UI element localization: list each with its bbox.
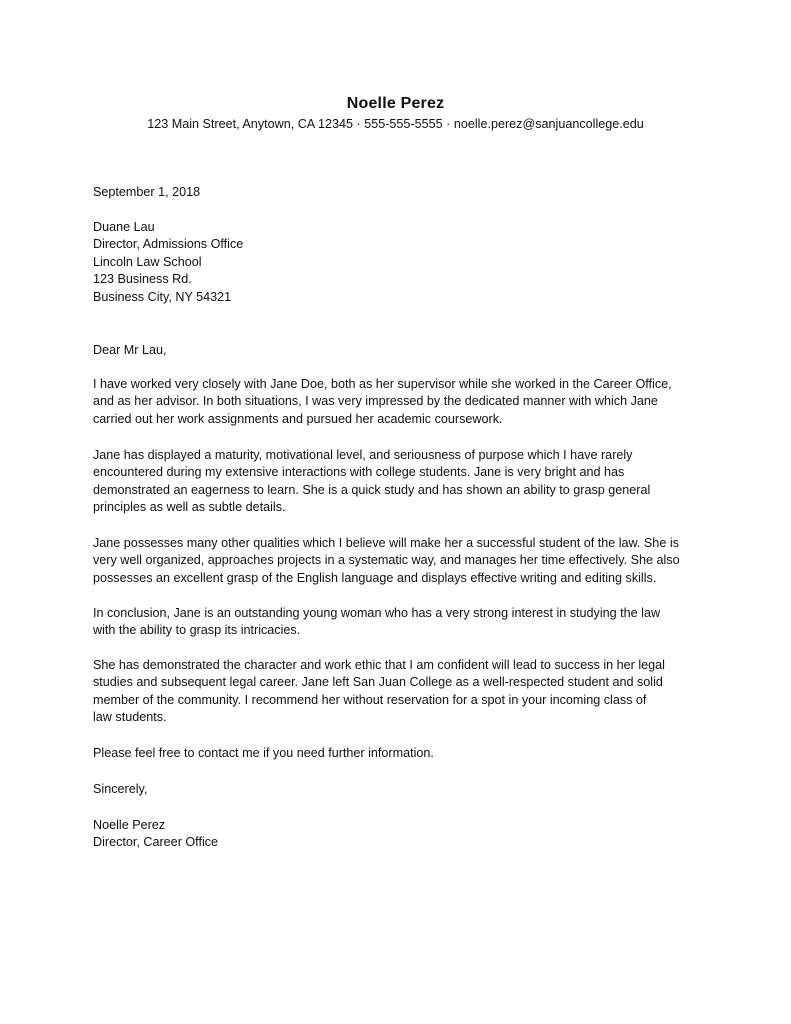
- paragraph-line: Jane possesses many other qualities which I believe will make her a successful student of the law. She is: [93, 536, 679, 550]
- recipient-organization: Lincoln Law School: [93, 254, 202, 269]
- sender-contact-line: 123 Main Street, Anytown, CA 12345 · 555-555-5555 · noelle.perez@sanjuancollege.edu: [147, 117, 644, 131]
- paragraph-2: [93, 447, 693, 517]
- paragraph-4: [93, 605, 693, 640]
- paragraph-line: In conclusion, Jane is an outstanding young woman who has a very strong interest in studying the law: [93, 606, 661, 620]
- signature-name: Noelle Perez: [93, 818, 166, 832]
- paragraph-5: [93, 657, 693, 727]
- paragraph-line: I have worked very closely with Jane Doe, both as her supervisor while she worked in the Career Office,: [93, 377, 672, 391]
- paragraph-line: very well organized, approaches projects in a systematic way, and manages her time effectively. She also: [93, 553, 680, 568]
- paragraph-line: studies and subsequent legal career. Jane left San Juan College as a well-respected student and solid: [93, 675, 663, 690]
- paragraph-line: principles as well as subtle details.: [93, 500, 286, 515]
- paragraph-line: demonstrated an eagerness to learn. She is a quick study and has shown an ability to grasp general: [93, 482, 651, 497]
- paragraph-line: She has demonstrated the character and work ethic that I am confident will lead to success in her legal: [93, 658, 665, 672]
- salutation: [93, 342, 693, 359]
- paragraph-line: member of the community. I recommend her without reservation for a spot in your incoming class of: [93, 692, 647, 707]
- recipient-address: [93, 219, 693, 306]
- signature-title: Director, Career Office: [93, 835, 219, 850]
- salutation-text: Dear Mr Lau,: [93, 343, 167, 357]
- paragraph-line: law students.: [93, 710, 167, 725]
- sender-name: Noelle Perez: [346, 95, 445, 112]
- paragraph-line: encountered during my extensive interactions with college students. Jane is very bright and has: [93, 465, 625, 480]
- date-text: September 1, 2018: [93, 185, 201, 199]
- recipient-city: Business City, NY 54321: [93, 289, 232, 304]
- paragraph-line: Jane has displayed a maturity, motivational level, and seriousness of purpose which I have rarely: [93, 448, 633, 462]
- signature-block: [93, 817, 693, 852]
- recipient-street: 123 Business Rd.: [93, 272, 192, 287]
- letterhead: [0, 94, 791, 132]
- paragraph-3: [93, 535, 693, 587]
- recipient-title: Director, Admissions Office: [93, 237, 244, 252]
- paragraph-line: Please feel free to contact me if you need further information.: [93, 746, 434, 760]
- paragraph-line: carried out her work assignments and pursued her academic coursework.: [93, 411, 503, 426]
- paragraph-line: and as her advisor. In both situations, I was very impressed by the dedicated manner with which Jane: [93, 394, 658, 409]
- recipient-name: Duane Lau: [93, 220, 155, 234]
- paragraph-line: with the ability to grasp its intricacies.: [93, 623, 301, 638]
- closing-text: Sincerely,: [93, 782, 148, 796]
- closing: [93, 781, 693, 798]
- paragraph-6: [93, 745, 693, 762]
- paragraph-1: [93, 376, 693, 428]
- paragraph-line: possesses an excellent grasp of the English language and displays effective writing and editing skills.: [93, 570, 657, 585]
- letter-date: [93, 184, 693, 201]
